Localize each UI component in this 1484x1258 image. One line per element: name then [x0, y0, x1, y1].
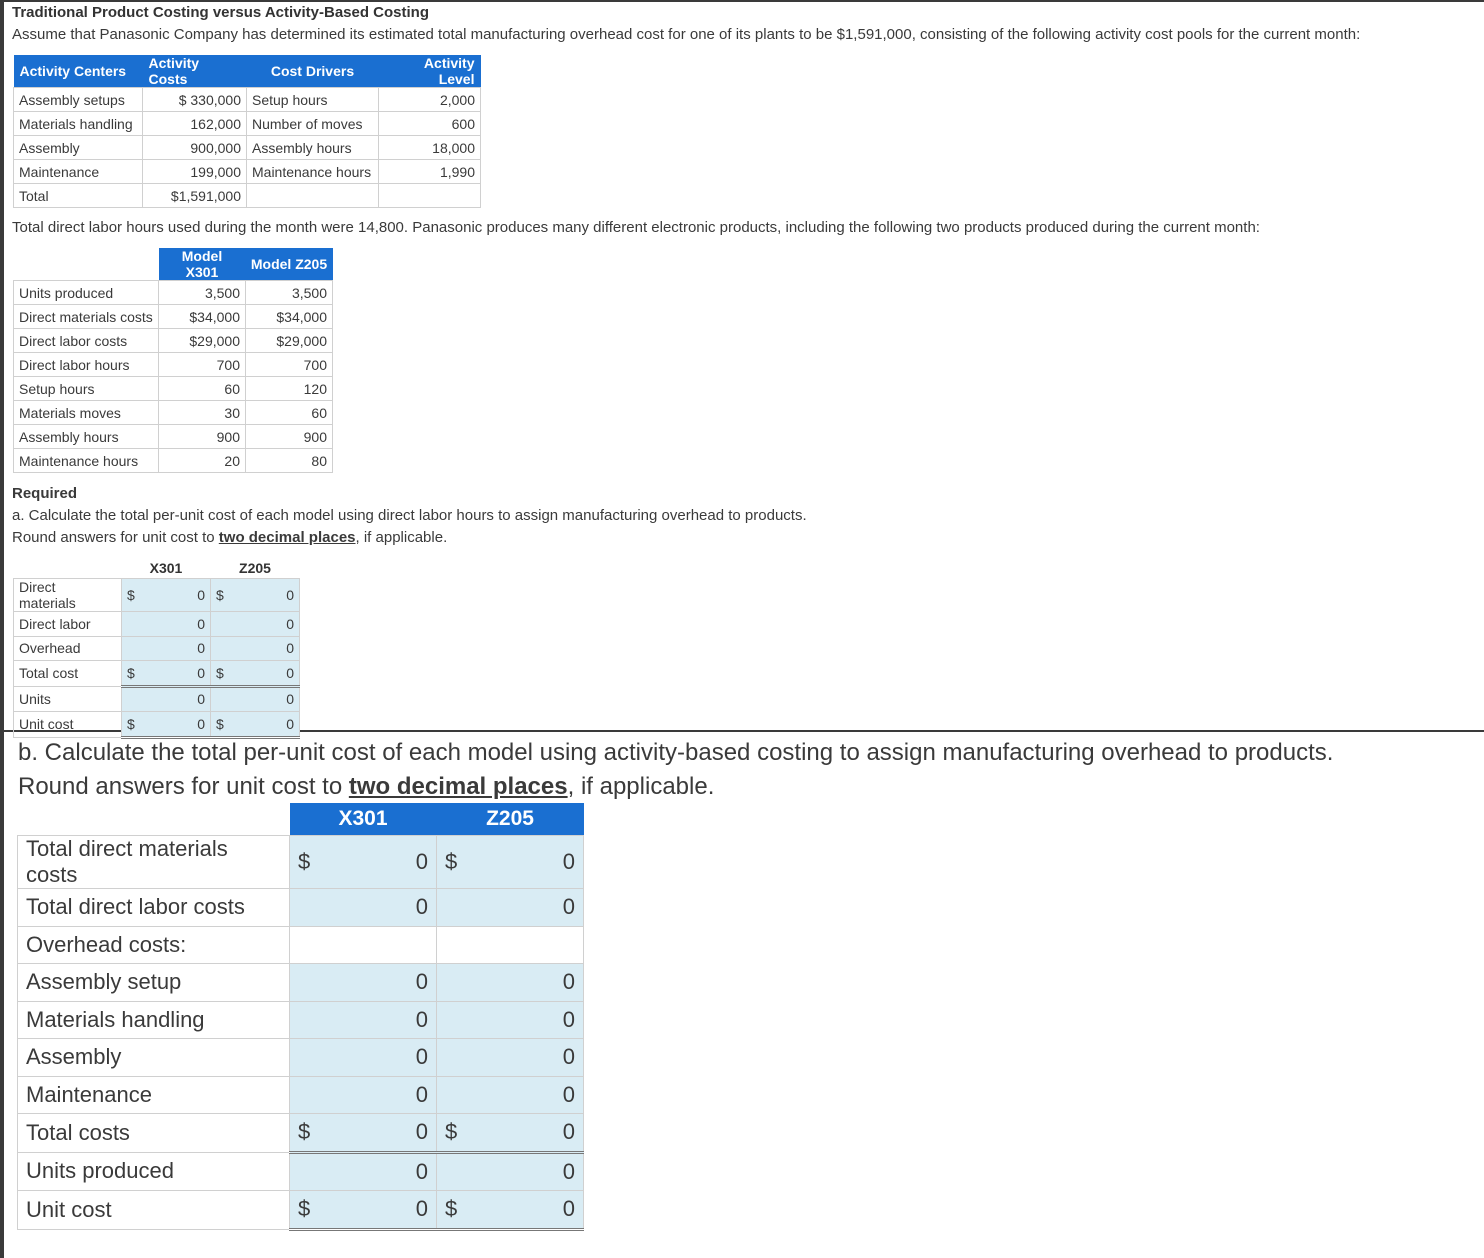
table-cell: 60 — [246, 401, 333, 425]
top-divider — [0, 0, 1484, 2]
rounding-emphasis: two decimal places — [218, 529, 356, 546]
part-b-line1: b. Calculate the total per-unit cost of each model using activity-based costing to assign manufacturing overhead to products. — [18, 739, 1334, 766]
table-cell: 2,000 — [379, 88, 481, 112]
x301-direct-materials-input[interactable]: 0 — [320, 836, 437, 889]
currency-symbol — [290, 964, 321, 1002]
table-row — [18, 1114, 584, 1153]
table-row — [14, 579, 300, 612]
col-header: Cost Drivers — [247, 55, 379, 88]
table-cell: $1,591,000 — [143, 184, 247, 208]
table-cell: $29,000 — [246, 329, 333, 353]
currency-symbol: $ — [437, 836, 468, 889]
col-header: Model X301 — [159, 248, 246, 281]
part-a-instructions: a. Calculate the total per-unit cost of each model using direct labor hours to assign manufacturing overhead to products. — [12, 507, 807, 524]
row-label: Total direct labor costs — [18, 889, 290, 927]
table-row — [14, 425, 333, 449]
table-row — [14, 661, 300, 687]
table-cell: Maintenance hours — [247, 160, 379, 184]
rounding-prefix: Round answers for unit cost to — [12, 529, 219, 546]
z205-direct-materials-input[interactable]: 0 — [229, 579, 300, 612]
table-cell: Setup hours — [247, 88, 379, 112]
empty-cell — [467, 926, 584, 964]
required-heading: Required — [12, 485, 78, 502]
currency-symbol: $ — [290, 1114, 321, 1153]
activity-cost-table — [13, 55, 481, 208]
table-row — [14, 353, 333, 377]
x301-units-input[interactable]: 0 — [140, 686, 211, 712]
z205-units-produced-input[interactable]: 0 — [467, 1152, 584, 1191]
table-row — [14, 612, 300, 637]
row-label: Unit cost — [14, 712, 122, 738]
z205-direct-materials-input[interactable]: 0 — [467, 836, 584, 889]
currency-symbol: $ — [211, 712, 230, 738]
part-a-rounding-note — [12, 529, 447, 546]
table-row — [18, 889, 584, 927]
table-cell: $ 330,000 — [143, 88, 247, 112]
rounding-suffix: , if applicable. — [567, 773, 715, 800]
table-row — [18, 964, 584, 1002]
table-cell: Materials moves — [14, 401, 159, 425]
table-row — [14, 712, 300, 738]
row-label: Maintenance — [18, 1076, 290, 1114]
table-row — [14, 686, 300, 712]
x301-direct-labor-input[interactable]: 0 — [140, 612, 211, 637]
z205-total-costs-input[interactable]: 0 — [467, 1114, 584, 1153]
x301-materials-handling-input[interactable]: 0 — [320, 1001, 437, 1039]
rounding-suffix: , if applicable. — [355, 529, 448, 546]
x301-assembly-input[interactable]: 0 — [320, 1039, 437, 1077]
table-cell: Total — [14, 184, 143, 208]
x301-overhead-input[interactable]: 0 — [140, 636, 211, 661]
z205-assembly-setup-input[interactable]: 0 — [467, 964, 584, 1002]
currency-symbol: $ — [122, 661, 141, 687]
currency-symbol — [290, 1076, 321, 1114]
col-header — [14, 558, 122, 579]
currency-symbol: $ — [437, 1114, 468, 1153]
table-cell: $34,000 — [159, 305, 246, 329]
table-cell: 700 — [159, 353, 246, 377]
row-label: Overhead costs: — [18, 926, 290, 964]
x301-maintenance-input[interactable]: 0 — [320, 1076, 437, 1114]
currency-symbol — [290, 889, 321, 927]
currency-symbol — [211, 686, 230, 712]
x301-direct-materials-input[interactable]: 0 — [140, 579, 211, 612]
row-label: Assembly setup — [18, 964, 290, 1002]
currency-symbol — [290, 1039, 321, 1077]
row-label: Unit cost — [18, 1191, 290, 1230]
z205-overhead-input[interactable]: 0 — [229, 636, 300, 661]
table-cell: $34,000 — [246, 305, 333, 329]
problem-intro: Assume that Panasonic Company has determined its estimated total manufacturing overhead cost for one of its plants to be $1,591,000, consisting of the following activity cost pools for the current month: — [12, 26, 1361, 43]
row-label: Units — [14, 686, 122, 712]
product-intro: Total direct labor hours used during the month were 14,800. Panasonic produces many different electronic products, including the following two products produced during the current month: — [12, 219, 1260, 236]
currency-symbol: $ — [290, 836, 321, 889]
table-cell: Materials handling — [14, 112, 143, 136]
table-cell — [247, 184, 379, 208]
currency-symbol: $ — [122, 712, 141, 738]
z205-assembly-input[interactable]: 0 — [467, 1039, 584, 1077]
col-header-x301: X301 — [290, 803, 437, 836]
row-label: Direct labor — [14, 612, 122, 637]
row-label: Assembly — [18, 1039, 290, 1077]
z205-total-cost-input[interactable]: 0 — [229, 661, 300, 687]
table-cell: Maintenance hours — [14, 449, 159, 473]
currency-symbol: $ — [211, 579, 230, 612]
col-header — [14, 248, 159, 281]
table-cell: Number of moves — [247, 112, 379, 136]
table-cell: 30 — [159, 401, 246, 425]
table-cell: 900,000 — [143, 136, 247, 160]
table-cell: Direct labor hours — [14, 353, 159, 377]
currency-symbol — [290, 1152, 321, 1191]
row-label: Total costs — [18, 1114, 290, 1153]
left-border — [0, 0, 4, 1258]
currency-symbol — [122, 686, 141, 712]
table-cell: 3,500 — [246, 281, 333, 305]
table-cell: 18,000 — [379, 136, 481, 160]
table-row — [14, 401, 333, 425]
table-cell: 199,000 — [143, 160, 247, 184]
currency-symbol — [437, 1076, 468, 1114]
table-cell: 700 — [246, 353, 333, 377]
table-cell: 900 — [159, 425, 246, 449]
table-cell: Assembly setups — [14, 88, 143, 112]
table-row — [18, 1001, 584, 1039]
currency-symbol: $ — [290, 1191, 321, 1230]
table-cell: 80 — [246, 449, 333, 473]
col-header-z205: Z205 — [211, 558, 300, 579]
table-cell — [379, 184, 481, 208]
row-label: Direct materials — [14, 579, 122, 612]
currency-symbol — [437, 1039, 468, 1077]
table-row — [14, 329, 333, 353]
table-row — [14, 449, 333, 473]
table-row — [14, 636, 300, 661]
z205-direct-labor-input[interactable]: 0 — [229, 612, 300, 637]
table-row — [14, 281, 333, 305]
table-row — [18, 1191, 584, 1230]
x301-direct-labor-input[interactable]: 0 — [320, 889, 437, 927]
table-row — [14, 136, 481, 160]
table-cell: $29,000 — [159, 329, 246, 353]
x301-unit-cost-input[interactable]: 0 — [320, 1191, 437, 1230]
currency-symbol — [437, 964, 468, 1002]
table-row — [14, 160, 481, 184]
table-cell: 162,000 — [143, 112, 247, 136]
currency-symbol — [122, 636, 141, 661]
col-header: Activity Costs — [143, 55, 247, 88]
table-row — [14, 184, 481, 208]
table-cell: Direct materials costs — [14, 305, 159, 329]
part-b-instructions — [18, 736, 1333, 804]
table-cell: 20 — [159, 449, 246, 473]
currency-symbol: $ — [437, 1191, 468, 1230]
x301-total-costs-input[interactable]: 0 — [320, 1114, 437, 1153]
table-row — [18, 1152, 584, 1191]
currency-symbol — [437, 1152, 468, 1191]
table-row — [18, 926, 584, 964]
x301-assembly-setup-input[interactable]: 0 — [320, 964, 437, 1002]
z205-units-input[interactable]: 0 — [229, 686, 300, 712]
currency-symbol: $ — [211, 661, 230, 687]
currency-symbol — [437, 1001, 468, 1039]
table-cell: 3,500 — [159, 281, 246, 305]
table-cell: Assembly hours — [14, 425, 159, 449]
row-label: Materials handling — [18, 1001, 290, 1039]
col-header-z205: Z205 — [437, 803, 584, 836]
x301-total-cost-input[interactable]: 0 — [140, 661, 211, 687]
z205-maintenance-input[interactable]: 0 — [467, 1076, 584, 1114]
table-cell: 600 — [379, 112, 481, 136]
col-header — [18, 803, 290, 836]
row-label: Total cost — [14, 661, 122, 687]
table-row — [18, 836, 584, 889]
x301-units-produced-input[interactable]: 0 — [320, 1152, 437, 1191]
table-row — [14, 112, 481, 136]
table-row — [14, 377, 333, 401]
table-cell: Assembly hours — [247, 136, 379, 160]
part-b-answer-table — [17, 803, 584, 1231]
col-header: Model Z205 — [246, 248, 333, 281]
z205-unit-cost-input[interactable]: 0 — [467, 1191, 584, 1230]
currency-symbol — [211, 612, 230, 637]
currency-symbol: $ — [122, 579, 141, 612]
row-label: Total direct materials costs — [18, 836, 290, 889]
currency-symbol — [437, 926, 468, 964]
row-label: Overhead — [14, 636, 122, 661]
z205-unit-cost-input[interactable]: 0 — [229, 712, 300, 738]
table-cell: Assembly — [14, 136, 143, 160]
table-cell: 120 — [246, 377, 333, 401]
table-row — [18, 1076, 584, 1114]
part-a-answer-table — [13, 558, 300, 739]
table-row — [18, 1039, 584, 1077]
currency-symbol — [290, 1001, 321, 1039]
table-cell: 60 — [159, 377, 246, 401]
product-data-table — [13, 248, 333, 473]
z205-direct-labor-input[interactable]: 0 — [467, 889, 584, 927]
table-row — [14, 305, 333, 329]
col-header-x301: X301 — [122, 558, 211, 579]
currency-symbol — [211, 636, 230, 661]
col-header: Activity Centers — [14, 55, 143, 88]
table-cell: Setup hours — [14, 377, 159, 401]
z205-materials-handling-input[interactable]: 0 — [467, 1001, 584, 1039]
currency-symbol — [437, 889, 468, 927]
table-cell: Maintenance — [14, 160, 143, 184]
x301-unit-cost-input[interactable]: 0 — [140, 712, 211, 738]
table-cell: Direct labor costs — [14, 329, 159, 353]
empty-cell — [320, 926, 437, 964]
part-b-rounding-note — [18, 770, 1333, 804]
table-cell: 900 — [246, 425, 333, 449]
currency-symbol — [122, 612, 141, 637]
problem-title: Traditional Product Costing versus Activity-Based Costing — [12, 4, 430, 21]
currency-symbol — [290, 926, 321, 964]
rounding-prefix: Round answers for unit cost to — [18, 773, 349, 800]
table-cell: Units produced — [14, 281, 159, 305]
row-label: Units produced — [18, 1152, 290, 1191]
table-row — [14, 88, 481, 112]
table-cell: 1,990 — [379, 160, 481, 184]
rounding-emphasis: two decimal places — [348, 773, 568, 800]
col-header: Activity Level — [379, 55, 481, 88]
